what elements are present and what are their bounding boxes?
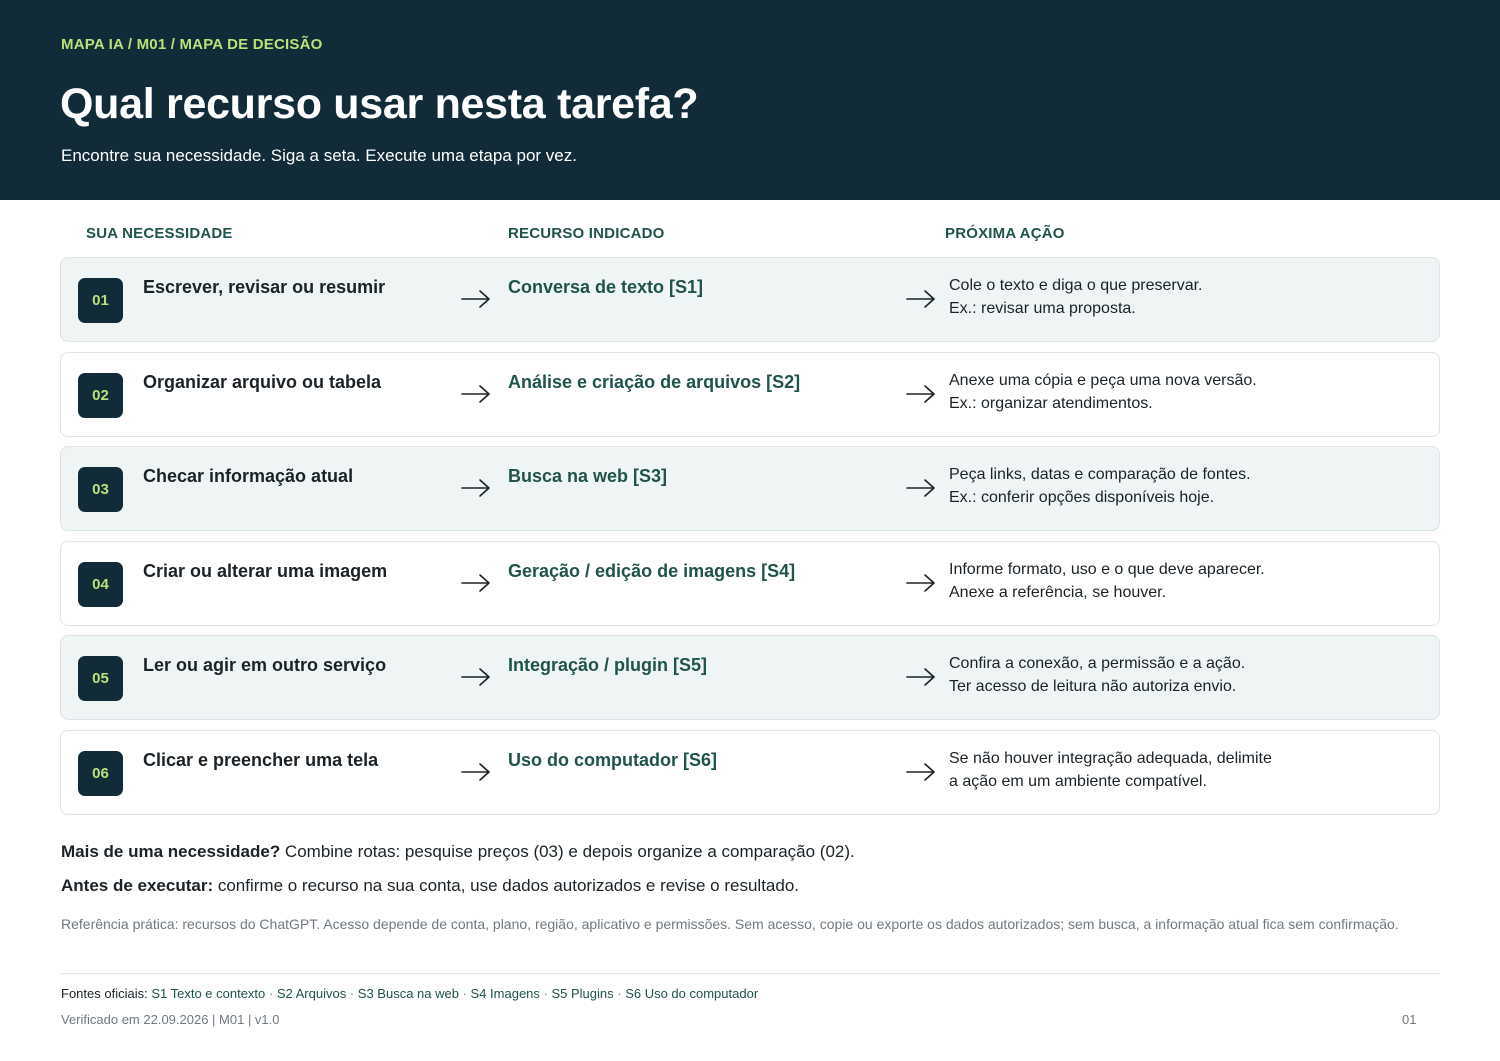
- page-number: 01: [1402, 1012, 1417, 1027]
- resource-label: Geração / edição de imagens [S4]: [508, 560, 796, 581]
- decision-table: [60, 257, 1440, 825]
- breadcrumb: MAPA IA / M01 / MAPA DE DECISÃO: [61, 36, 323, 53]
- verified-info: Verificado em 22.09.2026 | M01 | v1.0: [61, 1012, 280, 1027]
- next-action-line: Ter acesso de leitura não autoriza envio.: [949, 678, 1237, 696]
- next-action-line: Peça links, datas e comparação de fontes.: [949, 466, 1251, 484]
- next-action: [949, 463, 1419, 509]
- page-title: Qual recurso usar nesta tarefa?: [60, 80, 699, 128]
- source-link-s4[interactable]: S4 Imagens: [470, 986, 540, 1001]
- right-arrow-icon: [905, 759, 937, 785]
- next-action-line: Ex.: revisar uma proposta.: [949, 300, 1136, 317]
- row-number-badge: 02: [78, 373, 123, 418]
- resource-label: Uso do computador [S6]: [508, 749, 718, 770]
- next-action-line: Confira a conexão, a permissão e a ação.: [949, 655, 1246, 673]
- next-action-line: Anexe uma cópia e peça uma nova versão.: [949, 371, 1257, 389]
- footer-divider: [60, 973, 1440, 974]
- row-number-badge: 04: [78, 562, 123, 607]
- decision-row: [60, 257, 1440, 342]
- next-action: [949, 274, 1419, 320]
- next-action-line: Ex.: organizar atendimentos.: [949, 394, 1153, 412]
- next-action: [949, 747, 1419, 793]
- row-number-badge: 03: [78, 467, 123, 512]
- row-number-badge: 05: [78, 656, 123, 701]
- right-arrow-icon: [905, 286, 937, 312]
- row-number-badge: 06: [78, 751, 123, 796]
- next-action-line: Informe formato, uso e o que deve aparecer.: [949, 560, 1265, 578]
- right-arrow-icon: [905, 664, 937, 690]
- need-label: Clicar e preencher uma tela: [143, 749, 379, 770]
- decision-row: [60, 446, 1440, 531]
- sources-label: Fontes oficiais:: [61, 986, 152, 1001]
- need-label: Criar ou alterar uma imagem: [143, 560, 388, 581]
- source-separator: ·: [539, 986, 552, 1001]
- right-arrow-icon: [460, 570, 492, 596]
- page-subtitle: Encontre sua necessidade. Siga a seta. Execute uma etapa por vez.: [61, 146, 577, 165]
- source-separator: ·: [265, 986, 277, 1001]
- need-label: Checar informação atual: [143, 466, 354, 487]
- source-link-s1[interactable]: S1 Texto e contexto: [151, 986, 266, 1001]
- right-arrow-icon: [905, 381, 937, 407]
- next-action: [949, 558, 1419, 604]
- source-link-s5[interactable]: S5 Plugins: [551, 986, 614, 1001]
- next-action-line: Ex.: conferir opções disponíveis hoje.: [949, 489, 1215, 507]
- official-sources: [61, 986, 758, 1001]
- decision-row: [60, 730, 1440, 815]
- reference-note: Referência prática: recursos do ChatGPT. Acesso depende de conta, plano, região, aplicativo e permissões. Sem acesso, copie ou exporte os dados autorizados; sem busca, a informação atual fica sem confirmação.: [61, 916, 1399, 932]
- right-arrow-icon: [460, 759, 492, 785]
- next-action: [949, 369, 1419, 415]
- page-header: [0, 0, 1500, 200]
- source-link-s6[interactable]: S6 Uso do computador: [625, 986, 759, 1001]
- combine-note-label: Mais de uma necessidade?: [61, 842, 281, 861]
- decision-row: [60, 635, 1440, 720]
- next-action-line: a ação em um ambiente compatível.: [949, 772, 1207, 790]
- next-action: [949, 652, 1419, 698]
- right-arrow-icon: [460, 286, 492, 312]
- resource-label: Busca na web [S3]: [508, 466, 668, 487]
- resource-label: Integração / plugin [S5]: [508, 655, 708, 676]
- before-note-label: Antes de executar:: [61, 876, 214, 895]
- decision-row: [60, 352, 1440, 437]
- combine-note: [61, 842, 855, 862]
- column-header-resource: RECURSO INDICADO: [508, 225, 665, 242]
- source-link-s2[interactable]: S2 Arquivos: [276, 986, 347, 1001]
- right-arrow-icon: [905, 570, 937, 596]
- decision-row: [60, 541, 1440, 626]
- source-separator: ·: [458, 986, 471, 1001]
- column-header-action: PRÓXIMA AÇÃO: [945, 225, 1065, 242]
- before-note: [61, 876, 799, 896]
- right-arrow-icon: [460, 381, 492, 407]
- row-number-badge: 01: [78, 278, 123, 323]
- right-arrow-icon: [460, 475, 492, 501]
- next-action-line: Se não houver integração adequada, delimite: [949, 749, 1272, 767]
- before-note-text: confirme o recurso na sua conta, use dados autorizados e revise o resultado.: [213, 876, 800, 895]
- column-header-need: SUA NECESSIDADE: [86, 225, 233, 242]
- right-arrow-icon: [905, 475, 937, 501]
- next-action-line: Anexe a referência, se houver.: [949, 583, 1167, 601]
- need-label: Ler ou agir em outro serviço: [143, 655, 387, 676]
- right-arrow-icon: [460, 664, 492, 690]
- need-label: Escrever, revisar ou resumir: [143, 277, 386, 297]
- source-separator: ·: [613, 986, 626, 1001]
- combine-note-text: Combine rotas: pesquise preços (03) e depois organize a comparação (02).: [280, 842, 855, 861]
- source-separator: ·: [346, 986, 358, 1001]
- need-label: Organizar arquivo ou tabela: [143, 371, 382, 392]
- resource-label: Conversa de texto [S1]: [508, 277, 704, 297]
- next-action-line: Cole o texto e diga o que preservar.: [949, 277, 1203, 294]
- source-link-s3[interactable]: S3 Busca na web: [357, 986, 459, 1001]
- resource-label: Análise e criação de arquivos [S2]: [508, 371, 801, 392]
